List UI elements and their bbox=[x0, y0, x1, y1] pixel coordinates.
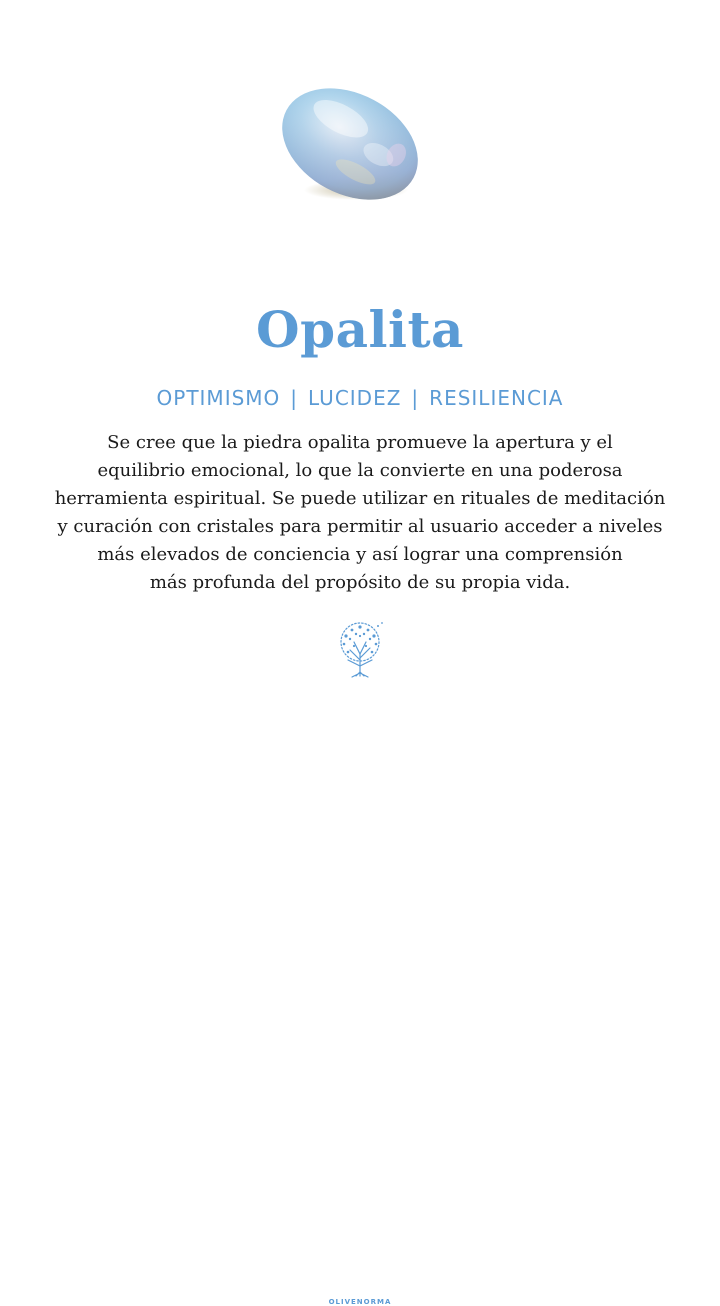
brand-name: OLIVENORMA bbox=[328, 1298, 392, 1306]
brand-logo bbox=[310, 620, 410, 1306]
description-line: equilibrio emocional, lo que la convierte en una poderosa bbox=[97, 460, 623, 481]
description-line: y curación con cristales para permitir al usuario acceder a niveles bbox=[57, 516, 663, 537]
tree-logo-icon bbox=[330, 620, 390, 678]
stone-title: Opalita bbox=[256, 300, 464, 359]
quality-lucidez: LUCIDEZ bbox=[308, 386, 402, 410]
opalite-stone-icon bbox=[268, 84, 432, 206]
qualities-line bbox=[0, 384, 720, 412]
quality-resiliencia: RESILIENCIA bbox=[429, 386, 564, 410]
description-line: más profunda del propósito de su propia vida. bbox=[149, 572, 571, 593]
quality-optimismo: OPTIMISMO bbox=[156, 386, 281, 410]
description-line: más elevados de conciencia y así lograr una comprensión bbox=[97, 544, 623, 565]
quality-separator: | bbox=[411, 386, 420, 410]
description-line: herramienta espiritual. Se puede utilizar en rituales de meditación bbox=[54, 488, 666, 509]
quality-separator: | bbox=[290, 386, 299, 410]
description-paragraph bbox=[20, 429, 700, 597]
description-line: Se cree que la piedra opalita promueve la apertura y el bbox=[107, 432, 613, 453]
stone-graphic bbox=[268, 84, 432, 206]
